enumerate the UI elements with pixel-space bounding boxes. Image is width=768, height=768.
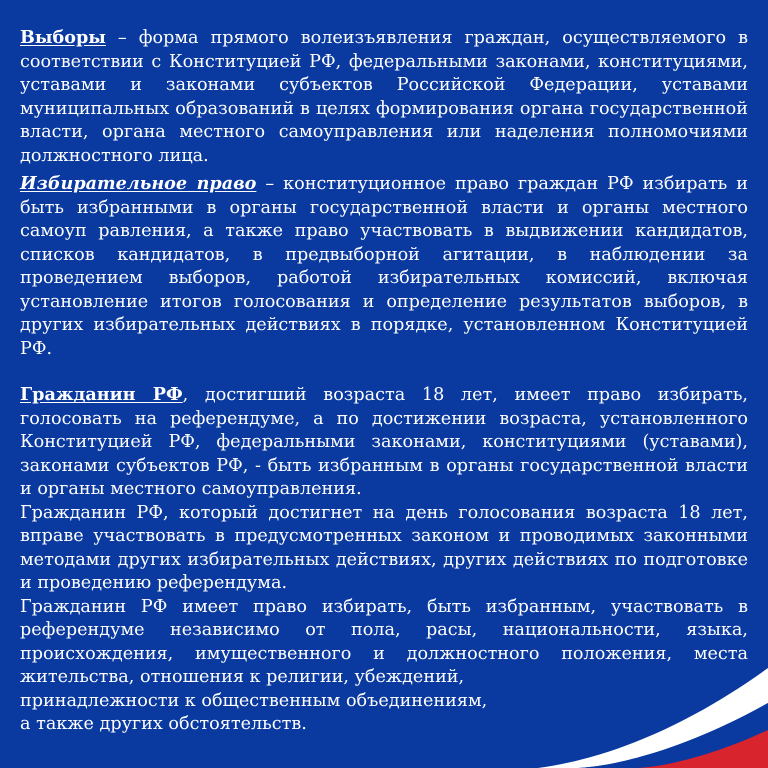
paragraph-citizen-equality: Гражданин РФ имеет право избирать, быть избранным, участвовать в референдуме независимо от пола, расы, национальности, языка, происхождения, имущественного и должностного положения, места жительства, отношения к религии, убеждений, <box>20 596 748 687</box>
paragraph-citizen-equality-line3: а также других обстоятельств. <box>20 714 307 734</box>
spacer <box>20 361 748 383</box>
paragraph-citizen-equality-line2: принадлежности к общественным объединениям, <box>20 690 488 711</box>
russian-flag-decoration <box>538 648 768 768</box>
definition-elections <box>20 26 748 168</box>
definition-elections-text: – форма прямого волеизъявления граждан, осуществляемого в соответствии с Конституцией РФ, федеральными законами, конституциями, уставами и законами субъектов Российской Федерации, уставами муниципальных образований в целях формирования органа государственной власти, органа местного самоуправления или наделения полномочиями должностного лица. <box>20 28 748 166</box>
term-citizen: Гражданин РФ <box>20 384 183 405</box>
paragraph-citizen-18: Гражданин РФ, который достигнет на день голосования возраста 18 лет, вправе участвовать в предусмотренных законом и проводимых законными методами других избирательных действиях, других действиях по подготовке и проведению референдума. <box>20 502 748 593</box>
paragraph-citizen-rights <box>20 383 748 502</box>
paragraph-citizen-rights-text: , достигший возраста 18 лет, имеет право избирать, голосовать на референдуме, а по достижении возраста, установленного Конституцией РФ, федеральными законами, конституциями (уставами), законами субъектов РФ, - быть избранным в органы государственной власти и органы местного самоуправления. <box>20 385 748 499</box>
definition-electoral-right <box>20 172 748 361</box>
document-body <box>20 26 748 737</box>
definition-electoral-right-text: – конституционное право граждан РФ избирать и быть избранными в органы государственной власти и органы местного самоуп равления, а также право участвовать в выдвижении кандидатов, списков кандидатов, в предвыборной агитации, в наблюдении за проведением выборов, работой избирательных комиссий, включая установление итогов голосования и определение результатов выборов, в других избирательных действиях в порядке, установленном Конституцией РФ. <box>20 174 748 359</box>
term-elections: Выборы <box>20 27 106 48</box>
term-electoral-right: Избирательное право <box>20 173 257 194</box>
